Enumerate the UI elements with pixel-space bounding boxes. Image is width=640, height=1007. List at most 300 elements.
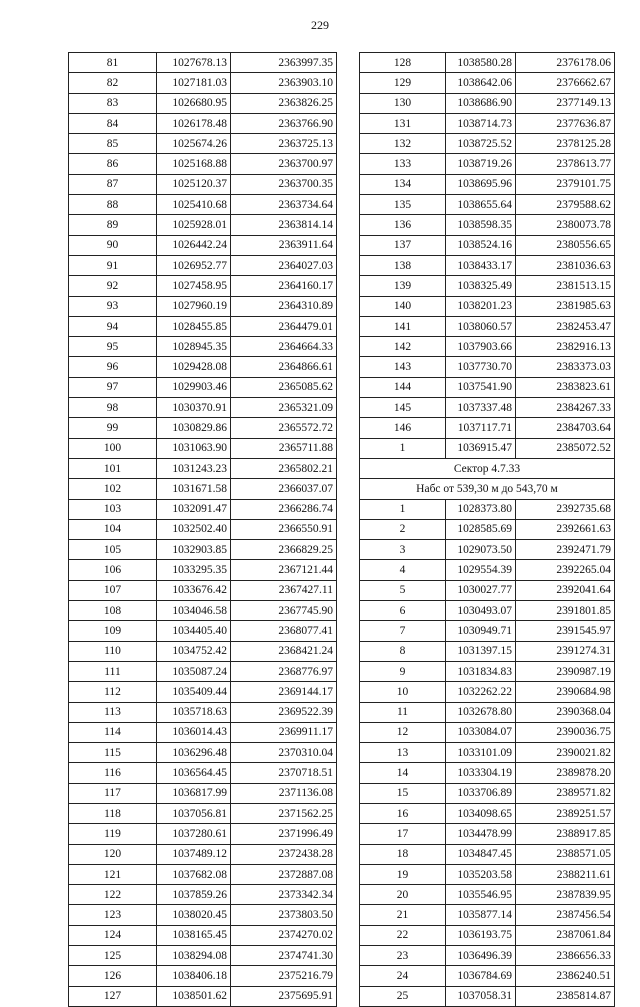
table-row — [69, 763, 337, 783]
y-coordinate: 2386656.33 — [516, 946, 615, 966]
point-number: 135 — [360, 195, 446, 215]
table-row — [360, 174, 615, 194]
point-number: 11 — [360, 702, 446, 722]
y-coordinate: 2392041.64 — [516, 580, 615, 600]
x-coordinate: 1037058.31 — [446, 986, 516, 1006]
y-coordinate: 2368776.97 — [231, 661, 337, 681]
table-row — [69, 601, 337, 621]
y-coordinate: 2390368.04 — [516, 702, 615, 722]
point-number: 122 — [69, 885, 157, 905]
y-coordinate: 2383373.03 — [516, 357, 615, 377]
table-row — [360, 337, 615, 357]
y-coordinate: 2382916.13 — [516, 337, 615, 357]
table-row — [360, 783, 615, 803]
y-coordinate: 2368077.41 — [231, 621, 337, 641]
point-number: 107 — [69, 580, 157, 600]
y-coordinate: 2367427.11 — [231, 580, 337, 600]
point-number: 16 — [360, 803, 446, 823]
table-row — [69, 824, 337, 844]
point-number: 118 — [69, 803, 157, 823]
y-coordinate: 2366550.91 — [231, 519, 337, 539]
table-row — [360, 946, 615, 966]
point-number: 114 — [69, 722, 157, 742]
table-row — [360, 905, 615, 925]
x-coordinate: 1038695.96 — [446, 174, 516, 194]
table-row — [69, 885, 337, 905]
table-row — [69, 580, 337, 600]
point-number: 121 — [69, 864, 157, 884]
y-coordinate: 2365321.09 — [231, 398, 337, 418]
y-coordinate: 2380556.65 — [516, 235, 615, 255]
point-number: 6 — [360, 601, 446, 621]
table-row — [69, 357, 337, 377]
x-coordinate: 1037859.26 — [157, 885, 231, 905]
point-number: 7 — [360, 621, 446, 641]
point-number: 130 — [360, 93, 446, 113]
table-row — [360, 235, 615, 255]
y-coordinate: 2375695.91 — [231, 986, 337, 1006]
table-row — [360, 73, 615, 93]
table-row — [360, 398, 615, 418]
point-number: 119 — [69, 824, 157, 844]
x-coordinate: 1036193.75 — [446, 925, 516, 945]
table-row — [360, 885, 615, 905]
page-number: 229 — [311, 18, 329, 32]
table-row — [360, 986, 615, 1006]
x-coordinate: 1025120.37 — [157, 174, 231, 194]
table-row — [69, 398, 337, 418]
point-number: 23 — [360, 946, 446, 966]
y-coordinate: 2371136.08 — [231, 783, 337, 803]
y-coordinate: 2370310.04 — [231, 743, 337, 763]
table-row — [360, 540, 615, 560]
y-coordinate: 2376662.67 — [516, 73, 615, 93]
x-coordinate: 1025928.01 — [157, 215, 231, 235]
point-number: 17 — [360, 824, 446, 844]
point-number: 127 — [69, 986, 157, 1006]
y-coordinate: 2384267.33 — [516, 398, 615, 418]
table-row — [360, 621, 615, 641]
x-coordinate: 1038020.45 — [157, 905, 231, 925]
x-coordinate: 1037056.81 — [157, 803, 231, 823]
point-number: 137 — [360, 235, 446, 255]
table-row — [360, 134, 615, 154]
y-coordinate: 2366286.74 — [231, 499, 337, 519]
y-coordinate: 2364664.33 — [231, 337, 337, 357]
x-coordinate: 1030370.91 — [157, 398, 231, 418]
y-coordinate: 2381985.63 — [516, 296, 615, 316]
x-coordinate: 1036296.48 — [157, 743, 231, 763]
point-number: 10 — [360, 682, 446, 702]
x-coordinate: 1038325.49 — [446, 276, 516, 296]
x-coordinate: 1038714.73 — [446, 113, 516, 133]
x-coordinate: 1031671.58 — [157, 479, 231, 499]
y-coordinate: 2392265.04 — [516, 560, 615, 580]
y-coordinate: 2363826.25 — [231, 93, 337, 113]
point-number: 22 — [360, 925, 446, 945]
x-coordinate: 1028455.85 — [157, 316, 231, 336]
x-coordinate: 1029554.39 — [446, 560, 516, 580]
y-coordinate: 2364866.61 — [231, 357, 337, 377]
x-coordinate: 1038580.28 — [446, 53, 516, 73]
point-number: 142 — [360, 337, 446, 357]
point-number: 136 — [360, 215, 446, 235]
x-coordinate: 1026952.77 — [157, 255, 231, 275]
point-number: 4 — [360, 560, 446, 580]
table-row — [360, 296, 615, 316]
y-coordinate: 2365085.62 — [231, 377, 337, 397]
x-coordinate: 1025410.68 — [157, 195, 231, 215]
point-number: 81 — [69, 53, 157, 73]
sector-header-row — [360, 458, 615, 478]
point-number: 99 — [69, 418, 157, 438]
table-row — [360, 722, 615, 742]
x-coordinate: 1037682.08 — [157, 864, 231, 884]
point-number: 93 — [69, 296, 157, 316]
table-row — [69, 682, 337, 702]
point-number: 96 — [69, 357, 157, 377]
x-coordinate: 1030829.86 — [157, 418, 231, 438]
table-row — [69, 946, 337, 966]
y-coordinate: 2366037.07 — [231, 479, 337, 499]
table-row — [360, 418, 615, 438]
y-coordinate: 2390021.82 — [516, 743, 615, 763]
y-coordinate: 2363814.14 — [231, 215, 337, 235]
x-coordinate: 1038524.16 — [446, 235, 516, 255]
point-number: 12 — [360, 722, 446, 742]
x-coordinate: 1031243.23 — [157, 458, 231, 478]
x-coordinate: 1037280.61 — [157, 824, 231, 844]
x-coordinate: 1036496.39 — [446, 946, 516, 966]
table-row — [69, 458, 337, 478]
y-coordinate: 2392661.63 — [516, 519, 615, 539]
x-coordinate: 1031397.15 — [446, 641, 516, 661]
table-row — [69, 905, 337, 925]
point-number: 145 — [360, 398, 446, 418]
x-coordinate: 1037337.48 — [446, 398, 516, 418]
point-number: 24 — [360, 966, 446, 986]
table-row — [69, 215, 337, 235]
table-row — [69, 743, 337, 763]
x-coordinate: 1031063.90 — [157, 438, 231, 458]
point-number: 131 — [360, 113, 446, 133]
point-number: 144 — [360, 377, 446, 397]
point-number: 140 — [360, 296, 446, 316]
x-coordinate: 1038060.57 — [446, 316, 516, 336]
table-row — [69, 113, 337, 133]
y-coordinate: 2388917.85 — [516, 824, 615, 844]
point-number: 98 — [69, 398, 157, 418]
point-number: 1 — [360, 499, 446, 519]
x-coordinate: 1026178.48 — [157, 113, 231, 133]
x-coordinate: 1038501.62 — [157, 986, 231, 1006]
point-number: 86 — [69, 154, 157, 174]
x-coordinate: 1037541.90 — [446, 377, 516, 397]
table-row — [69, 296, 337, 316]
point-number: 124 — [69, 925, 157, 945]
table-row — [360, 276, 615, 296]
x-coordinate: 1029903.46 — [157, 377, 231, 397]
table-row — [360, 682, 615, 702]
point-number: 105 — [69, 540, 157, 560]
y-coordinate: 2363700.35 — [231, 174, 337, 194]
x-coordinate: 1035718.63 — [157, 702, 231, 722]
table-row — [69, 377, 337, 397]
y-coordinate: 2367121.44 — [231, 560, 337, 580]
table-row — [69, 255, 337, 275]
table-row — [360, 113, 615, 133]
point-number: 120 — [69, 844, 157, 864]
table-row — [360, 661, 615, 681]
point-number: 88 — [69, 195, 157, 215]
point-number: 112 — [69, 682, 157, 702]
table-row — [69, 316, 337, 336]
point-number: 125 — [69, 946, 157, 966]
table-row — [360, 601, 615, 621]
y-coordinate: 2388211.61 — [516, 864, 615, 884]
y-coordinate: 2390036.75 — [516, 722, 615, 742]
y-coordinate: 2390987.19 — [516, 661, 615, 681]
y-coordinate: 2363725.13 — [231, 134, 337, 154]
x-coordinate: 1027960.19 — [157, 296, 231, 316]
x-coordinate: 1035546.95 — [446, 885, 516, 905]
x-coordinate: 1038719.26 — [446, 154, 516, 174]
x-coordinate: 1033084.07 — [446, 722, 516, 742]
table-row — [360, 519, 615, 539]
point-number: 106 — [69, 560, 157, 580]
sector-subheader-row — [360, 479, 615, 499]
table-row — [360, 580, 615, 600]
point-number: 14 — [360, 763, 446, 783]
point-number: 104 — [69, 519, 157, 539]
table-row — [360, 560, 615, 580]
table-row — [360, 803, 615, 823]
y-coordinate: 2369911.17 — [231, 722, 337, 742]
x-coordinate: 1029428.08 — [157, 357, 231, 377]
y-coordinate: 2374270.02 — [231, 925, 337, 945]
x-coordinate: 1035409.44 — [157, 682, 231, 702]
x-coordinate: 1038598.35 — [446, 215, 516, 235]
x-coordinate: 1033676.42 — [157, 580, 231, 600]
table-row — [69, 519, 337, 539]
table-row — [69, 966, 337, 986]
x-coordinate: 1032262.22 — [446, 682, 516, 702]
table-row — [69, 134, 337, 154]
table-row — [69, 93, 337, 113]
table-row — [360, 641, 615, 661]
point-number: 82 — [69, 73, 157, 93]
point-number: 123 — [69, 905, 157, 925]
point-number: 97 — [69, 377, 157, 397]
y-coordinate: 2364027.03 — [231, 255, 337, 275]
y-coordinate: 2389251.57 — [516, 803, 615, 823]
table-row — [69, 722, 337, 742]
point-number: 94 — [69, 316, 157, 336]
y-coordinate: 2371996.49 — [231, 824, 337, 844]
table-row — [69, 560, 337, 580]
y-coordinate: 2377149.13 — [516, 93, 615, 113]
y-coordinate: 2381036.63 — [516, 255, 615, 275]
point-number: 9 — [360, 661, 446, 681]
point-number: 110 — [69, 641, 157, 661]
point-number: 18 — [360, 844, 446, 864]
point-number: 100 — [69, 438, 157, 458]
table-row — [360, 702, 615, 722]
x-coordinate: 1038642.06 — [446, 73, 516, 93]
x-coordinate: 1025674.26 — [157, 134, 231, 154]
x-coordinate: 1033304.19 — [446, 763, 516, 783]
y-coordinate: 2363700.97 — [231, 154, 337, 174]
y-coordinate: 2363903.10 — [231, 73, 337, 93]
point-number: 103 — [69, 499, 157, 519]
x-coordinate: 1030027.77 — [446, 580, 516, 600]
table-row — [69, 195, 337, 215]
y-coordinate: 2367745.90 — [231, 601, 337, 621]
table-row — [360, 377, 615, 397]
x-coordinate: 1032678.80 — [446, 702, 516, 722]
x-coordinate: 1038201.23 — [446, 296, 516, 316]
x-coordinate: 1038406.18 — [157, 966, 231, 986]
table-row — [360, 438, 615, 458]
point-number: 139 — [360, 276, 446, 296]
table-row — [360, 844, 615, 864]
table-row — [360, 499, 615, 519]
x-coordinate: 1025168.88 — [157, 154, 231, 174]
table-row — [69, 641, 337, 661]
x-coordinate: 1031834.83 — [446, 661, 516, 681]
y-coordinate: 2379101.75 — [516, 174, 615, 194]
point-number: 3 — [360, 540, 446, 560]
y-coordinate: 2365572.72 — [231, 418, 337, 438]
point-number: 117 — [69, 783, 157, 803]
y-coordinate: 2363734.64 — [231, 195, 337, 215]
point-number: 84 — [69, 113, 157, 133]
y-coordinate: 2373342.34 — [231, 885, 337, 905]
point-number: 85 — [69, 134, 157, 154]
x-coordinate: 1036564.45 — [157, 763, 231, 783]
y-coordinate: 2369522.39 — [231, 702, 337, 722]
x-coordinate: 1038165.45 — [157, 925, 231, 945]
x-coordinate: 1037730.70 — [446, 357, 516, 377]
point-number: 109 — [69, 621, 157, 641]
table-row — [360, 195, 615, 215]
point-number: 13 — [360, 743, 446, 763]
x-coordinate: 1028373.80 — [446, 499, 516, 519]
x-coordinate: 1034478.99 — [446, 824, 516, 844]
x-coordinate: 1027678.13 — [157, 53, 231, 73]
y-coordinate: 2378613.77 — [516, 154, 615, 174]
x-coordinate: 1032502.40 — [157, 519, 231, 539]
x-coordinate: 1029073.50 — [446, 540, 516, 560]
point-number: 108 — [69, 601, 157, 621]
point-number: 92 — [69, 276, 157, 296]
y-coordinate: 2387061.84 — [516, 925, 615, 945]
table-row — [360, 215, 615, 235]
x-coordinate: 1034405.40 — [157, 621, 231, 641]
y-coordinate: 2365711.88 — [231, 438, 337, 458]
table-row — [69, 276, 337, 296]
y-coordinate: 2391274.31 — [516, 641, 615, 661]
point-number: 128 — [360, 53, 446, 73]
table-row — [69, 803, 337, 823]
y-coordinate: 2363766.90 — [231, 113, 337, 133]
x-coordinate: 1033706.89 — [446, 783, 516, 803]
y-coordinate: 2388571.05 — [516, 844, 615, 864]
table-row — [69, 438, 337, 458]
table-row — [69, 661, 337, 681]
point-number: 116 — [69, 763, 157, 783]
left-coordinates-table — [68, 52, 337, 1007]
table-row — [69, 864, 337, 884]
x-coordinate: 1036784.69 — [446, 966, 516, 986]
x-coordinate: 1033101.09 — [446, 743, 516, 763]
point-number: 87 — [69, 174, 157, 194]
x-coordinate: 1038433.17 — [446, 255, 516, 275]
y-coordinate: 2370718.51 — [231, 763, 337, 783]
table-row — [360, 154, 615, 174]
table-row — [69, 925, 337, 945]
x-coordinate: 1027181.03 — [157, 73, 231, 93]
y-coordinate: 2385814.87 — [516, 986, 615, 1006]
x-coordinate: 1038686.90 — [446, 93, 516, 113]
x-coordinate: 1034847.45 — [446, 844, 516, 864]
y-coordinate: 2385072.52 — [516, 438, 615, 458]
y-coordinate: 2376178.06 — [516, 53, 615, 73]
y-coordinate: 2391545.97 — [516, 621, 615, 641]
y-coordinate: 2375216.79 — [231, 966, 337, 986]
table-row — [69, 783, 337, 803]
point-number: 1 — [360, 438, 446, 458]
x-coordinate: 1028945.35 — [157, 337, 231, 357]
table-row — [69, 986, 337, 1006]
point-number: 101 — [69, 458, 157, 478]
point-number: 111 — [69, 661, 157, 681]
point-number: 90 — [69, 235, 157, 255]
y-coordinate: 2392471.79 — [516, 540, 615, 560]
point-number: 134 — [360, 174, 446, 194]
table-row — [69, 53, 337, 73]
y-coordinate: 2387839.95 — [516, 885, 615, 905]
y-coordinate: 2369144.17 — [231, 682, 337, 702]
x-coordinate: 1036817.99 — [157, 783, 231, 803]
point-number: 89 — [69, 215, 157, 235]
table-row — [360, 925, 615, 945]
y-coordinate: 2372438.28 — [231, 844, 337, 864]
x-coordinate: 1034098.65 — [446, 803, 516, 823]
point-number: 141 — [360, 316, 446, 336]
table-row — [69, 621, 337, 641]
table-row — [69, 418, 337, 438]
table-row — [69, 337, 337, 357]
y-coordinate: 2382453.47 — [516, 316, 615, 336]
x-coordinate: 1027458.95 — [157, 276, 231, 296]
point-number: 129 — [360, 73, 446, 93]
table-row — [69, 540, 337, 560]
point-number: 113 — [69, 702, 157, 722]
table-row — [69, 154, 337, 174]
point-number: 115 — [69, 743, 157, 763]
table-row — [360, 824, 615, 844]
x-coordinate: 1034752.42 — [157, 641, 231, 661]
table-row — [69, 174, 337, 194]
x-coordinate: 1035087.24 — [157, 661, 231, 681]
x-coordinate: 1032903.85 — [157, 540, 231, 560]
y-coordinate: 2368421.24 — [231, 641, 337, 661]
x-coordinate: 1038725.52 — [446, 134, 516, 154]
table-row — [69, 702, 337, 722]
y-coordinate: 2364310.89 — [231, 296, 337, 316]
x-coordinate: 1034046.58 — [157, 601, 231, 621]
